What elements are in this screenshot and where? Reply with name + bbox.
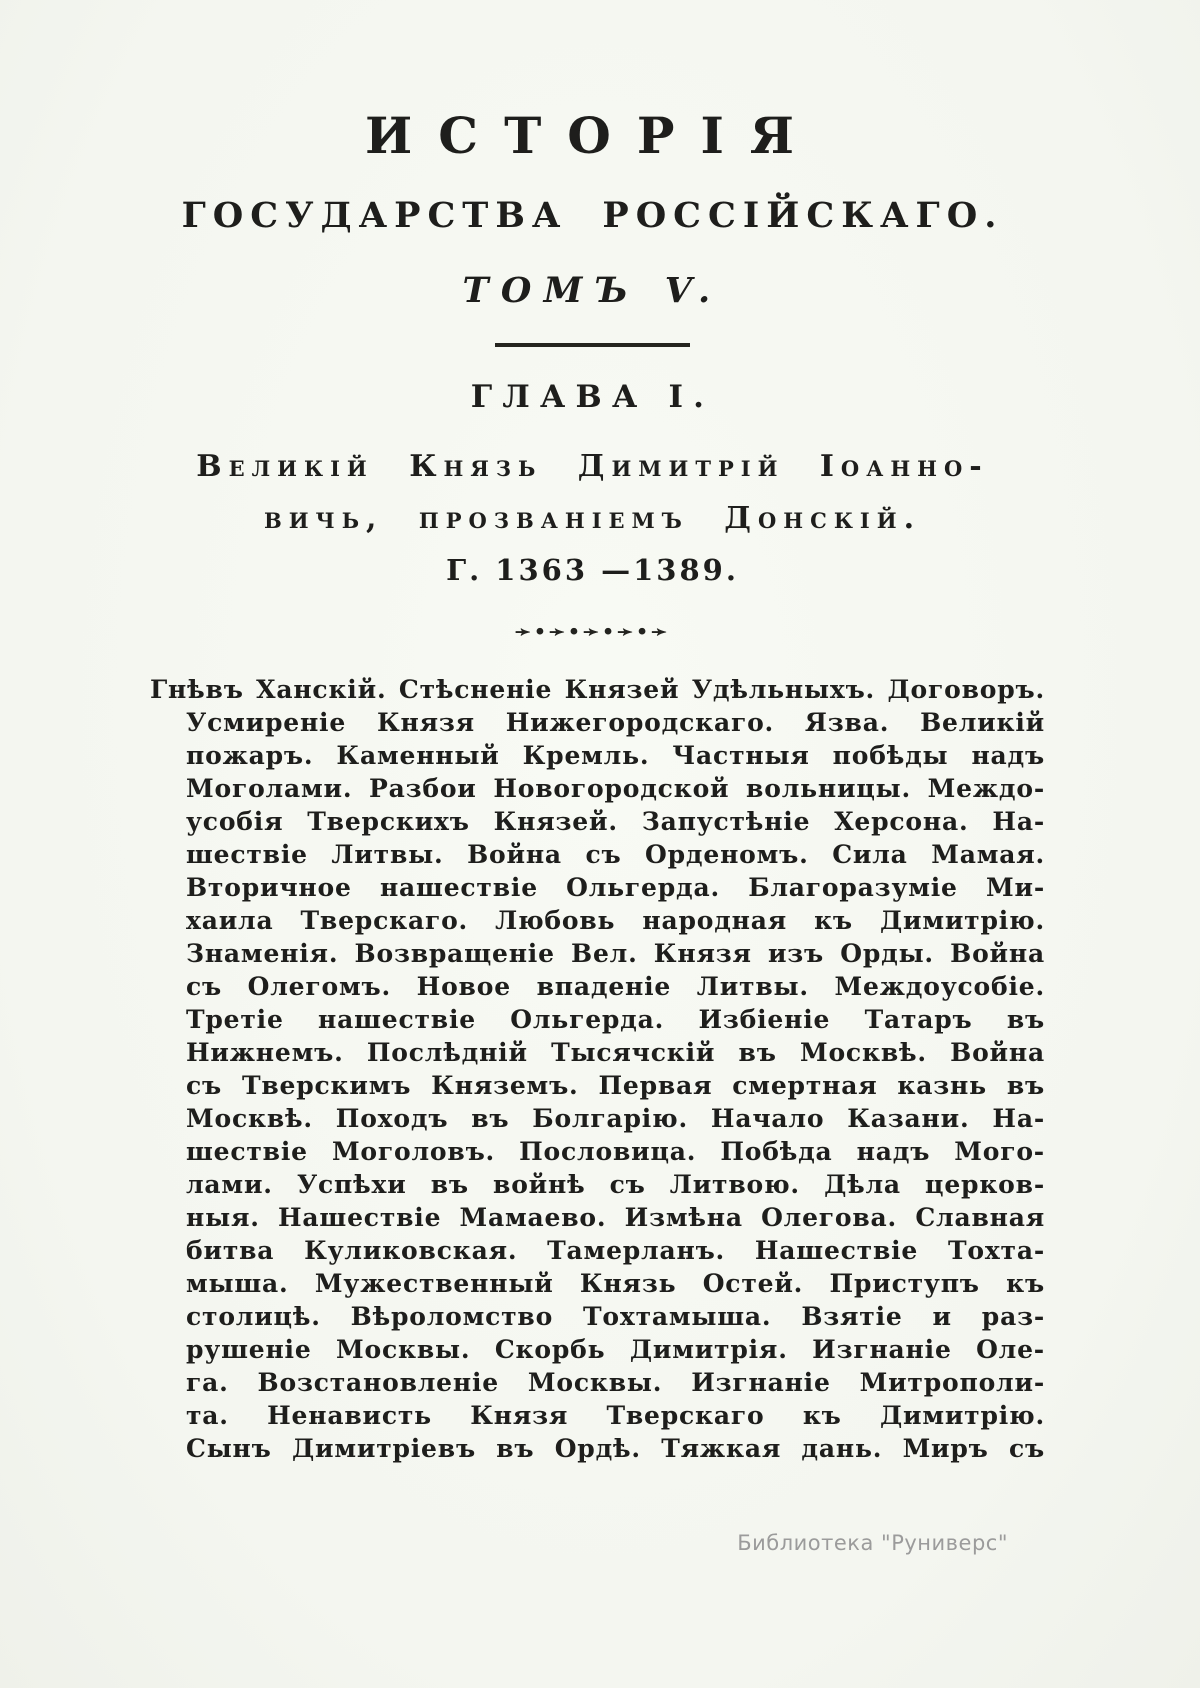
body-text-line: Вторичное нашествіе Ольгерда. Благоразуміе Ми- bbox=[186, 873, 1045, 902]
body-text-line: га. Возстановленіе Москвы. Изгнаніе Митрополи- bbox=[186, 1368, 1045, 1397]
body-text-line: шествіе Моголовъ. Пословица. Побѣда надъ Мого- bbox=[186, 1137, 1045, 1166]
chapter-heading: ГЛАВА I. bbox=[470, 379, 715, 415]
ornament-divider: ➛•➛•➛•➛•➛ bbox=[514, 621, 671, 643]
body-text-line: рушеніе Москвы. Скорбь Димитрія. Изгнаніе Оле- bbox=[186, 1335, 1045, 1364]
library-watermark: Библиотека "Руниверс" bbox=[737, 1531, 1008, 1555]
body-text-line: столицѣ. Вѣроломство Тохтамыша. Взятіе и раз- bbox=[186, 1302, 1045, 1331]
body-text-line: съ Олегомъ. Новое впаденіе Литвы. Междоусобіе. bbox=[186, 972, 1045, 1001]
body-text-line: Сынъ Димитріевъ въ Ордѣ. Тяжкая дань. Миръ съ bbox=[186, 1434, 1045, 1463]
body-text-line: ныя. Нашествіе Мамаево. Измѣна Олегова. Славная bbox=[186, 1203, 1045, 1232]
body-text-line: пожаръ. Каменный Кремль. Частныя побѣды надъ bbox=[186, 741, 1045, 770]
book-title: ИСТОРІЯ bbox=[365, 106, 820, 165]
body-text-line: битва Куликовская. Тамерланъ. Нашествіе Тохта- bbox=[186, 1236, 1045, 1265]
chapter-title-line-2: вичь, прозваніемъ Донскій. bbox=[263, 501, 922, 536]
body-text-line: Моголами. Разбои Новогородской вольницы. Междо- bbox=[186, 774, 1045, 803]
body-text-line: Нижнемъ. Послѣдній Тысячскій въ Москвѣ. Война bbox=[186, 1038, 1045, 1067]
body-text-line: Усмиреніе Князя Нижегородскаго. Язва. Великій bbox=[186, 708, 1045, 737]
body-text-line: хаила Тверскаго. Любовь народная къ Димитрію. bbox=[186, 906, 1045, 935]
chapter-title-line-1: Великій Князь Димитрій Іоанно- bbox=[196, 449, 989, 484]
chapter-summary bbox=[140, 673, 1045, 1465]
book-subtitle: ГОСУДАРСТВА РОССІЙСКАГО. bbox=[181, 195, 1004, 236]
body-text-line: та. Ненависть Князя Тверскаго къ Димитрію. bbox=[186, 1401, 1045, 1430]
body-text-line: мыша. Мужественный Князь Остей. Приступъ къ bbox=[186, 1269, 1045, 1298]
body-text-line: шествіе Литвы. Война съ Орденомъ. Сила Мамая. bbox=[186, 840, 1045, 869]
book-page bbox=[140, 0, 1045, 1465]
body-text-line: съ Тверскимъ Княземъ. Первая смертная казнь въ bbox=[186, 1071, 1045, 1100]
years-range: Г. 1363 —1389. bbox=[446, 553, 739, 587]
volume-label: ТОМЪ V. bbox=[462, 270, 723, 311]
body-text-line: Третіе нашествіе Ольгерда. Избіеніе Татаръ въ bbox=[186, 1005, 1045, 1034]
body-text-line: Знаменія. Возвращеніе Вел. Князя изъ Орды. Война bbox=[186, 939, 1045, 968]
body-text-line: лами. Успѣхи въ войнѣ съ Литвою. Дѣла церков- bbox=[186, 1170, 1045, 1199]
body-text-line: Москвѣ. Походъ въ Болгарію. Начало Казани. На- bbox=[186, 1104, 1045, 1133]
body-text-line: Гнѣвъ Ханскій. Стѣсненіе Князей Удѣльныхъ. Договоръ. bbox=[150, 675, 1045, 704]
chapter-title bbox=[140, 441, 1045, 545]
body-text-line: усобія Тверскихъ Князей. Запустѣніе Херсона. На- bbox=[186, 807, 1045, 836]
divider-rule bbox=[495, 343, 690, 347]
